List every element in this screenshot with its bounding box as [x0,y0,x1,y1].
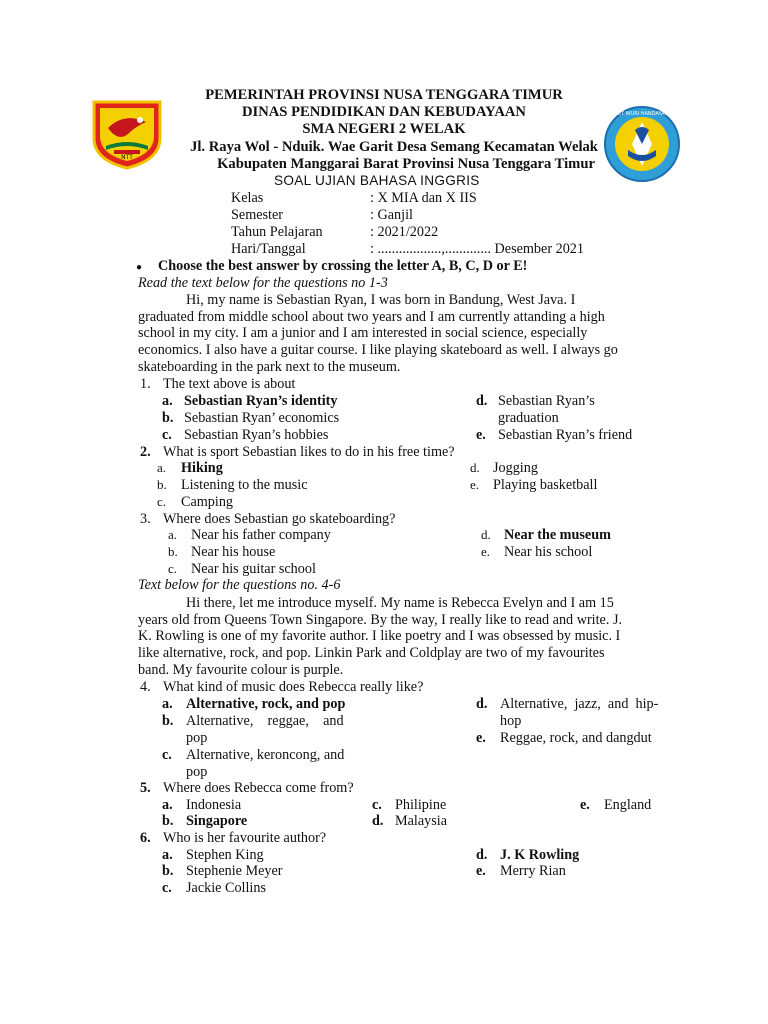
q6-option-d: J. K Rowling [500,847,580,863]
svg-text:NTT: NTT [121,154,133,161]
q4-option-c-line1: Alternative, keroncong, and [186,747,345,763]
info-value-semester: : Ganjil [370,207,413,223]
passage-1-line: economics. I also have a guitar course. I like playing skateboard as well. I always go [138,342,618,359]
q1-option-d-line2: graduation [498,410,559,426]
svg-text:TUT WURI HANDAYANI: TUT WURI HANDAYANI [614,111,670,117]
q1-option-a: Sebastian Ryan’s identity [184,393,338,409]
q6-option-a-letter: a. [162,847,173,863]
q3-option-e: Near his school [504,544,593,560]
q5-option-b-letter: b. [162,813,174,829]
q6-option-c: Jackie Collins [186,880,266,896]
q2-option-b-letter: b. [157,477,167,492]
q1-option-e-letter: e. [476,427,486,443]
header-school: SMA NEGERI 2 WELAK [302,121,466,137]
q4-option-d-line2: hop [500,713,522,729]
q6-option-a: Stephen King [186,847,264,863]
q1-option-d-line1: Sebastian Ryan’s [498,393,595,409]
q2-option-d-letter: d. [470,460,480,475]
info-value-date: : ..................,............. Desember 2021 [370,241,584,257]
q2-question: What is sport Sebastian likes to do in his free time? [163,444,455,460]
passage-2 [138,595,674,679]
passage-2-line: years old from Queens Town Singapore. By the way, I really like to read and write. J. [138,611,623,628]
q5-number: 5. [140,780,151,796]
q5-option-e: England [604,797,652,813]
info-label-kelas: Kelas [231,190,264,206]
q2-option-d: Jogging [493,460,538,476]
info-label-date: Hari/Tanggal [231,241,306,257]
info-label-year: Tahun Pelajaran [231,224,323,240]
q2-option-e-letter: e. [470,477,480,492]
exam-title: SOAL UJIAN BAHASA INGGRIS [274,173,480,188]
q3-option-a-letter: a. [168,527,178,542]
passage-1-line: school in my city. I am a junior and I am interested in social science, especially [138,325,588,342]
q2-option-a-letter: a. [157,460,167,475]
q3-question: Where does Sebastian go skateboarding? [163,511,396,527]
q6-option-b: Stephenie Meyer [186,863,283,879]
q4-option-e: Reggae, rock, and dangdut [500,730,652,746]
q5-option-e-letter: e. [580,797,590,813]
q5-option-a-letter: a. [162,797,173,813]
q1-option-c-letter: c. [162,427,172,443]
q6-option-e-letter: e. [476,863,486,879]
passage-2-line: band. My favourite colour is purple. [138,661,344,678]
q4-option-a: Alternative, rock, and pop [186,696,346,712]
q4-number: 4. [140,679,151,695]
q1-option-b-letter: b. [162,410,174,426]
q3-option-e-letter: e. [481,544,491,559]
info-value-kelas: : X MIA dan X IIS [370,190,477,206]
passage-1 [138,292,674,376]
q3-option-c-letter: c. [168,561,178,576]
q3-option-d: Near the museum [504,527,611,543]
header-region: Kabupaten Manggarai Barat Provinsi Nusa Tenggara Timur [217,156,595,172]
passage-1-line: graduated from middle school about two years and I am currently attanding a high [138,308,605,325]
q4-option-b-line2: pop [186,730,208,746]
info-label-semester: Semester [231,207,284,223]
q4-option-b-letter: b. [162,713,174,729]
passage-2-line: like alternative, rock, and pop. Linkin Park and Coldplay are two of my favourites [138,645,605,662]
q3-option-d-letter: d. [481,527,491,542]
q2-option-b: Listening to the music [181,477,308,493]
header-address: Jl. Raya Wol - Nduik. Wae Garit Desa Semang Kecamatan Welak [190,139,598,155]
q4-option-e-letter: e. [476,730,486,746]
info-value-year: : 2021/2022 [370,224,439,240]
q4-option-d-letter: d. [476,696,488,712]
q4-option-d-line1: Alternative, jazz, and hip- [500,696,659,712]
q4-option-c-line2: pop [186,764,208,780]
q4-question: What kind of music does Rebecca really like? [163,679,424,695]
q4-option-c-letter: c. [162,747,172,763]
q1-option-b: Sebastian Ryan’ economics [184,410,340,426]
q1-option-d-letter: d. [476,393,488,409]
q1-option-a-letter: a. [162,393,173,409]
instruction-bullet-icon: ● [136,262,143,273]
q5-option-c-letter: c. [372,797,382,813]
q5-option-b: Singapore [186,813,248,829]
q6-option-e: Merry Rian [500,863,566,879]
passage-1-line: Hi, my name is Sebastian Ryan, I was born in Bandung, West Java. I [186,292,576,308]
header-government: PEMERINTAH PROVINSI NUSA TENGGARA TIMUR [205,87,563,103]
passage-2-line: Hi there, let me introduce myself. My name is Rebecca Evelyn and I am 15 [186,595,614,611]
q2-option-a: Hiking [181,460,223,476]
q3-option-b-letter: b. [168,544,178,559]
q1-option-e: Sebastian Ryan’s friend [498,427,633,443]
q3-option-c: Near his guitar school [191,561,316,577]
q6-number: 6. [140,830,151,846]
q1-question: The text above is about [163,376,296,392]
q2-option-c: Camping [181,494,234,510]
instruction: Choose the best answer by crossing the letter A, B, C, D or E! [158,258,528,274]
q1-option-c: Sebastian Ryan’s hobbies [184,427,329,443]
q5-question: Where does Rebecca come from? [163,780,354,796]
q6-option-c-letter: c. [162,880,172,896]
q6-option-b-letter: b. [162,863,174,879]
q3-number: 3. [140,511,151,527]
q3-option-a: Near his father company [191,527,331,543]
q5-option-c: Philipine [395,797,447,813]
q4-option-b-line1: Alternative, reggae, and [186,713,344,729]
q4-option-a-letter: a. [162,696,173,712]
passage-2-line: K. Rowling is one of my favorite author. I like poetry and I was obsessed by music. I [138,628,621,645]
q6-question: Who is her favourite author? [163,830,327,846]
q3-option-b: Near his house [191,544,276,560]
q6-option-d-letter: d. [476,847,488,863]
q5-option-d-letter: d. [372,813,384,829]
header-department: DINAS PENDIDIKAN DAN KEBUDAYAAN [242,104,526,120]
passage-1-line: skateboarding in the park next to the museum. [138,358,401,375]
q5-option-d: Malaysia [395,813,448,829]
q2-number: 2. [140,444,151,460]
section2-intro: Text below for the questions no. 4-6 [138,577,341,593]
q5-option-a: Indonesia [186,797,242,813]
q2-option-e: Playing basketball [493,477,598,493]
section1-intro: Read the text below for the questions no 1-3 [138,275,388,291]
q2-option-c-letter: c. [157,494,167,509]
q1-number: 1. [140,376,151,392]
